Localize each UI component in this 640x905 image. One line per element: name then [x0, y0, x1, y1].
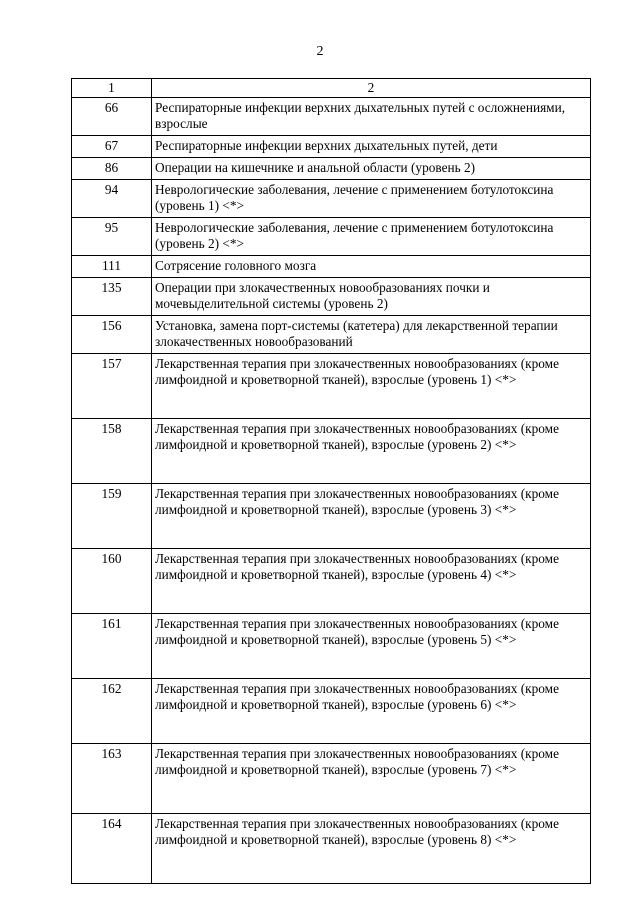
table-row	[72, 549, 591, 614]
table-row	[72, 278, 591, 316]
table-row	[72, 744, 591, 814]
row-code: 163	[72, 744, 152, 814]
row-description: Респираторные инфекции верхних дыхательных путей, дети	[152, 136, 591, 158]
row-code: 94	[72, 180, 152, 218]
row-code: 164	[72, 814, 152, 884]
table-row	[72, 98, 591, 136]
table-row	[72, 316, 591, 354]
table-row	[72, 256, 591, 278]
row-description: Операции на кишечнике и анальной области (уровень 2)	[152, 158, 591, 180]
row-code: 160	[72, 549, 152, 614]
row-code: 67	[72, 136, 152, 158]
table-body	[72, 98, 591, 884]
table-row	[72, 218, 591, 256]
page-number: 2	[316, 44, 324, 59]
table-row	[72, 158, 591, 180]
row-description: Лекарственная терапия при злокачественных новообразованиях (кроме лимфоидной и кроветворной тканей), взрослые (уровень 7) <*>	[152, 744, 591, 814]
table-row	[72, 484, 591, 549]
table-row	[72, 136, 591, 158]
row-description: Лекарственная терапия при злокачественных новообразованиях (кроме лимфоидной и кроветворной тканей), взрослые (уровень 5) <*>	[152, 614, 591, 679]
table-row	[72, 419, 591, 484]
table-row	[72, 180, 591, 218]
column-header-description: 2	[152, 79, 591, 98]
row-code: 95	[72, 218, 152, 256]
row-description: Лекарственная терапия при злокачественных новообразованиях (кроме лимфоидной и кроветворной тканей), взрослые (уровень 6) <*>	[152, 679, 591, 744]
row-description: Лекарственная терапия при злокачественных новообразованиях (кроме лимфоидной и кроветворной тканей), взрослые (уровень 2) <*>	[152, 419, 591, 484]
row-description: Операции при злокачественных новообразованиях почки и мочевыделительной системы (уровень 2)	[152, 278, 591, 316]
table-row	[72, 614, 591, 679]
data-table	[71, 78, 591, 884]
row-code: 162	[72, 679, 152, 744]
table-row	[72, 679, 591, 744]
row-description: Лекарственная терапия при злокачественных новообразованиях (кроме лимфоидной и кроветворной тканей), взрослые (уровень 4) <*>	[152, 549, 591, 614]
row-description: Респираторные инфекции верхних дыхательных путей с осложнениями, взрослые	[152, 98, 591, 136]
row-description: Неврологические заболевания, лечение с применением ботулотоксина (уровень 2) <*>	[152, 218, 591, 256]
row-description: Неврологические заболевания, лечение с применением ботулотоксина (уровень 1) <*>	[152, 180, 591, 218]
row-code: 111	[72, 256, 152, 278]
row-code: 86	[72, 158, 152, 180]
row-code: 135	[72, 278, 152, 316]
row-code: 156	[72, 316, 152, 354]
row-description: Установка, замена порт-системы (катетера) для лекарственной терапии злокачественных новообразований	[152, 316, 591, 354]
row-code: 161	[72, 614, 152, 679]
row-description: Лекарственная терапия при злокачественных новообразованиях (кроме лимфоидной и кроветворной тканей), взрослые (уровень 1) <*>	[152, 354, 591, 419]
row-code: 159	[72, 484, 152, 549]
column-header-code: 1	[72, 79, 152, 98]
row-description: Сотрясение головного мозга	[152, 256, 591, 278]
table-row	[72, 814, 591, 884]
row-code: 66	[72, 98, 152, 136]
row-description: Лекарственная терапия при злокачественных новообразованиях (кроме лимфоидной и кроветворной тканей), взрослые (уровень 3) <*>	[152, 484, 591, 549]
table-header-row	[72, 79, 591, 98]
row-description: Лекарственная терапия при злокачественных новообразованиях (кроме лимфоидной и кроветворной тканей), взрослые (уровень 8) <*>	[152, 814, 591, 884]
row-code: 157	[72, 354, 152, 419]
row-code: 158	[72, 419, 152, 484]
table-row	[72, 354, 591, 419]
